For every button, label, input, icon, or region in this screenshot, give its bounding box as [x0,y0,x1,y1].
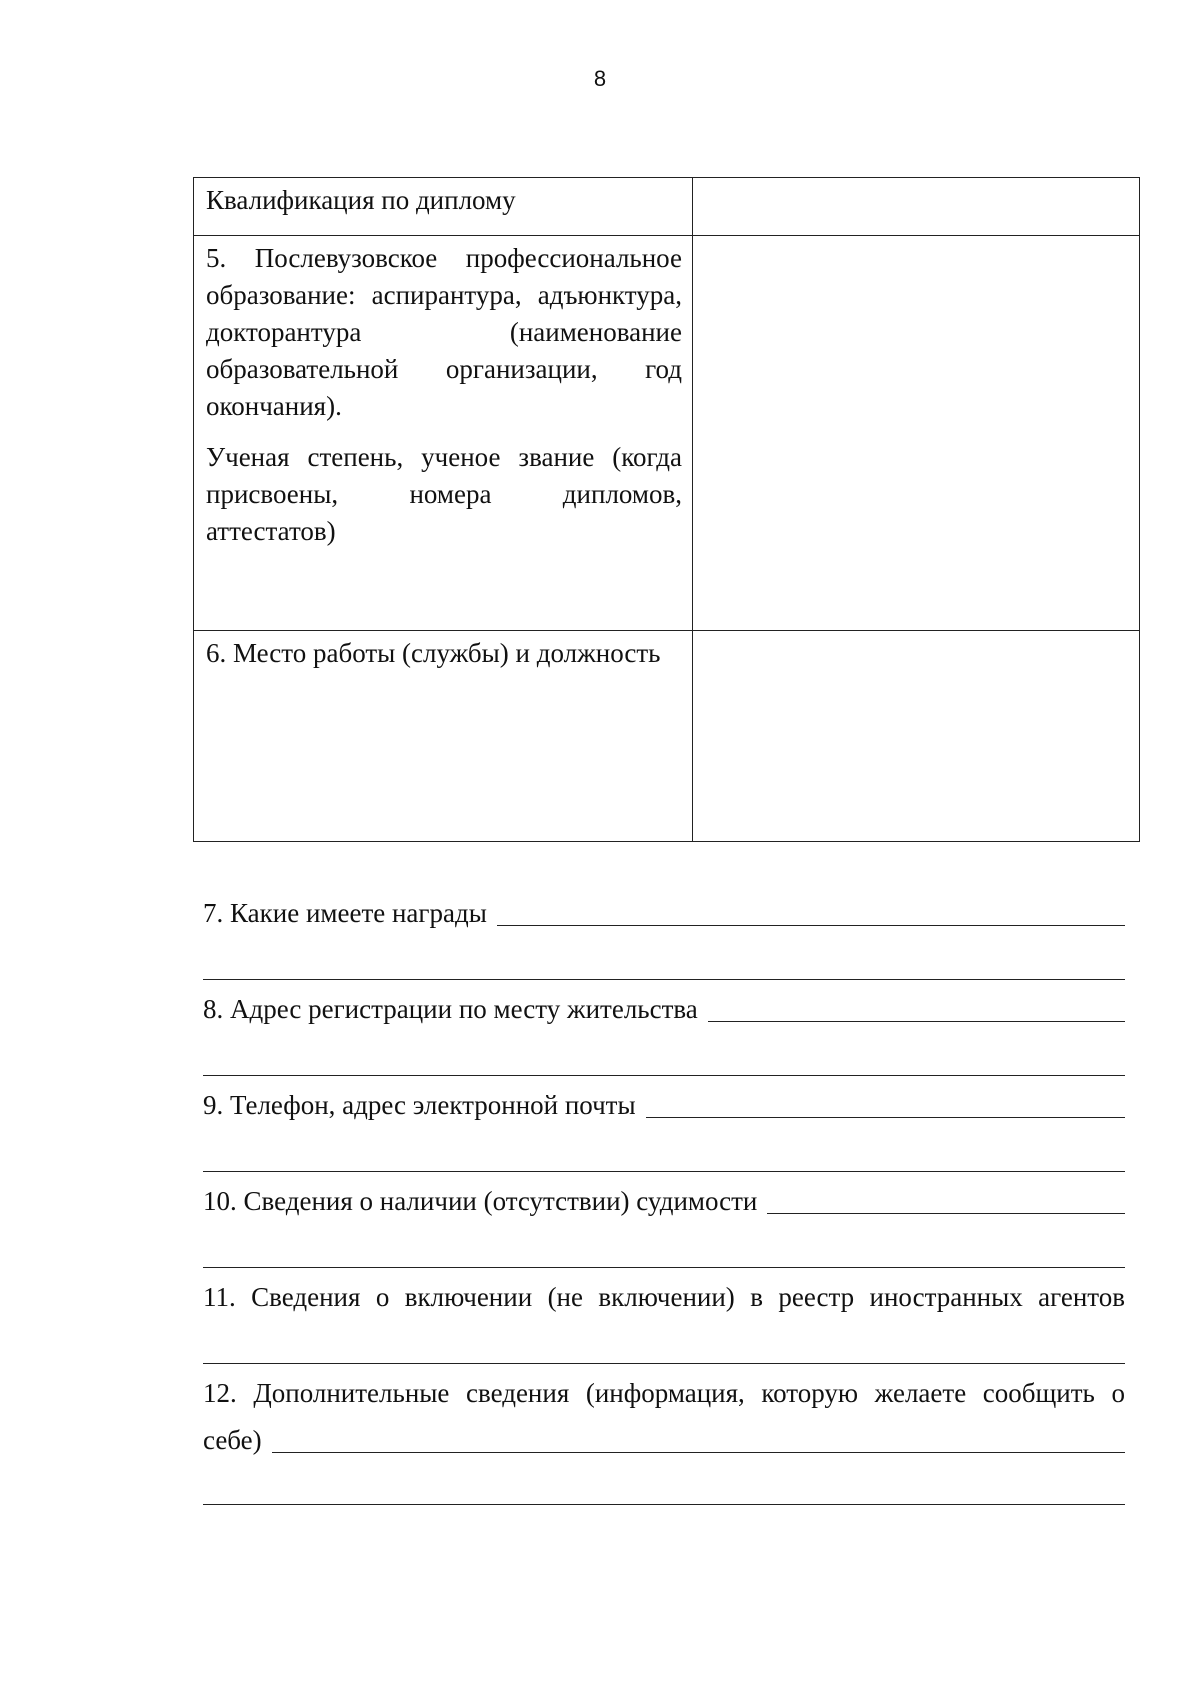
awards-blank-line-1[interactable] [497,924,1125,926]
postgraduate-label-cell [194,236,693,631]
registration-address-label: 8. Адрес регистрации по месту жительства [203,994,698,1024]
foreign-agents-registry-label: 11. Сведения о включении (не включении) в реестр иностранных агентов [203,1282,1125,1312]
postgraduate-value-cell[interactable] [693,236,1140,631]
additional-info-blank-line-1[interactable] [272,1451,1125,1453]
phone-email-label: 9. Телефон, адрес электронной почты [203,1090,636,1120]
workplace-value-cell[interactable] [693,631,1140,842]
criminal-record-blank-line-2[interactable] [203,1266,1125,1268]
phone-email-blank-line-2[interactable] [203,1170,1125,1172]
field-foreign-agents-registry [203,1279,1125,1364]
qualification-label: Квалификация по диплому [206,185,516,215]
phone-email-blank-line-1[interactable] [646,1116,1125,1118]
qualification-label-cell [194,178,693,236]
foreign-agents-registry-blank-line[interactable] [203,1362,1125,1364]
academic-degree-label: Ученая степень, ученое звание (когда присвоены, номера дипломов, аттестатов) [206,442,682,546]
criminal-record-label: 10. Сведения о наличии (отсутствии) судимости [203,1186,758,1216]
registration-address-blank-line-1[interactable] [708,1020,1125,1022]
field-awards [203,895,1125,980]
workplace-label-cell [194,631,693,842]
field-phone-email [203,1087,1125,1172]
registration-address-blank-line-2[interactable] [203,1074,1125,1076]
postgraduate-education-label: 5. Послевузовское профессиональное образование: аспирантура, адъюнктура, докторантура (наименование образовательной организации, год окончания). [206,243,682,421]
workplace-label: 6. Место работы (службы) и должность [206,638,661,668]
table-row-qualification [194,178,1140,236]
awards-label: 7. Какие имеете награды [203,898,487,928]
field-registration-address [203,991,1125,1076]
table-row-workplace [194,631,1140,842]
additional-info-label-line-1: 12. Дополнительные сведения (информация, которую желаете сообщить о [203,1378,1125,1408]
qualification-value-cell[interactable] [693,178,1140,236]
additional-info-label-line-2: себе) [203,1425,262,1455]
table-row-postgraduate-education [194,236,1140,631]
page-number: 8 [593,66,607,91]
awards-blank-line-2[interactable] [203,978,1125,980]
field-additional-info [203,1375,1125,1505]
criminal-record-blank-line-1[interactable] [767,1212,1125,1214]
field-criminal-record [203,1183,1125,1268]
additional-info-blank-line-2[interactable] [203,1503,1125,1505]
questionnaire-table [193,177,1140,842]
